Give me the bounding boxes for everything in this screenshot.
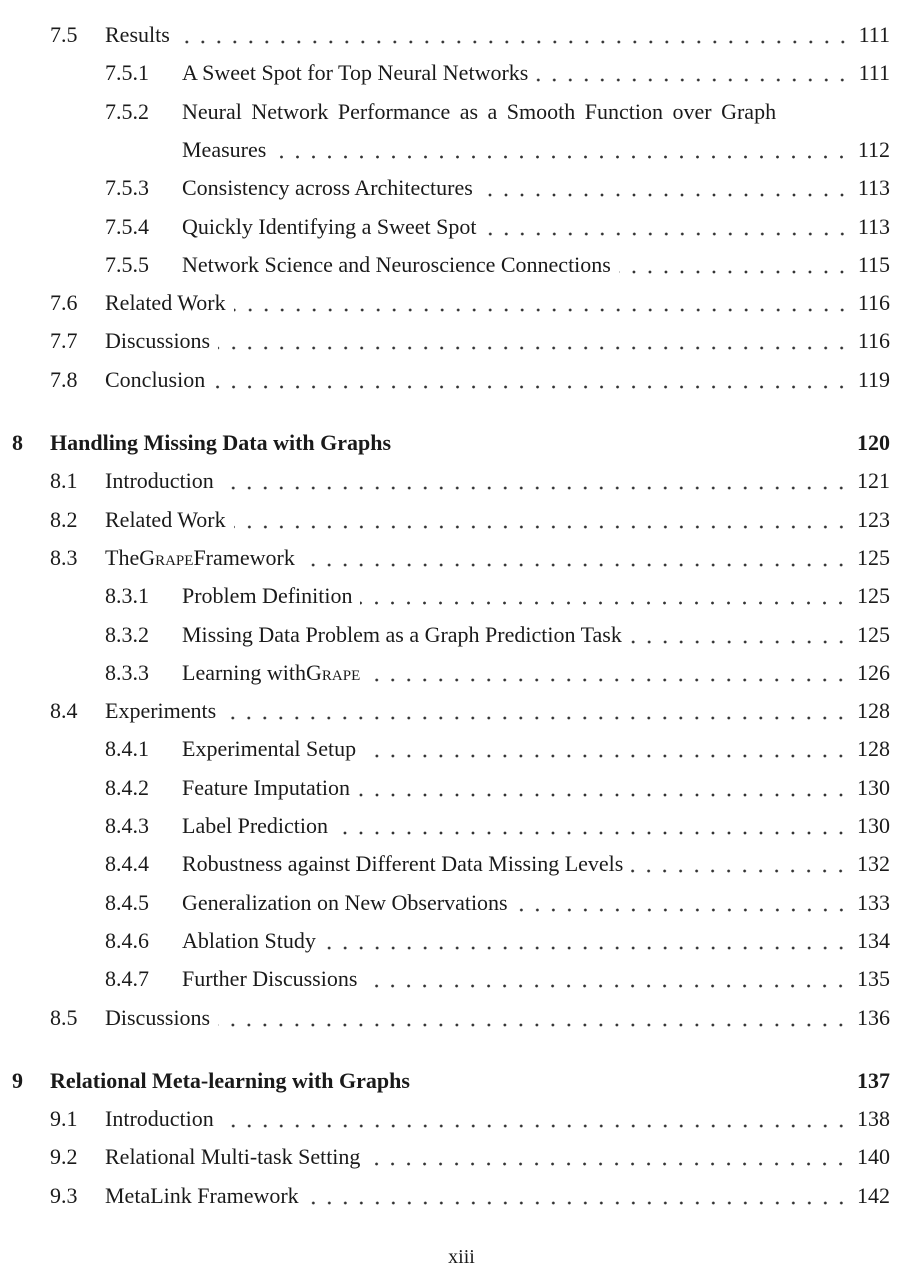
toc-entry-number: 7.5 xyxy=(50,22,78,47)
toc-entry-title-wrap xyxy=(182,660,890,686)
toc-entry-page[interactable]: 130 xyxy=(857,774,890,800)
toc-entry-page[interactable]: 142 xyxy=(857,1182,890,1208)
toc-entry-title-wrap xyxy=(182,736,890,762)
toc-entry-title[interactable]: Problem Definition xyxy=(182,583,353,609)
toc-entry-title[interactable]: Neural Network Performance as a Smooth Function over Graph xyxy=(182,98,777,124)
toc-entry-title-suffix: Framework xyxy=(193,544,295,570)
toc-entry-title-wrap xyxy=(182,622,890,648)
toc-entry-page[interactable]: 132 xyxy=(857,851,890,877)
toc-entry-title[interactable]: A Sweet Spot for Top Neural Networks xyxy=(182,60,529,86)
toc-entry-number: 7.5.4 xyxy=(105,213,149,239)
toc-entry-number: 7.8 xyxy=(50,366,78,392)
toc-entry-number: 9.3 xyxy=(50,1182,78,1208)
toc-entry-page[interactable]: 126 xyxy=(857,659,890,685)
toc-entry-number: 8.3.2 xyxy=(105,621,149,647)
toc-entry-page[interactable]: 137 xyxy=(857,1067,890,1093)
toc-entry[interactable] xyxy=(0,1144,890,1174)
toc-entry-page[interactable]: 121 xyxy=(857,468,890,494)
dot-leader xyxy=(178,26,853,48)
toc-entry-title[interactable]: Introduction xyxy=(105,1106,214,1132)
toc-entry-title[interactable]: The xyxy=(105,544,140,570)
toc-entry-page[interactable]: 140 xyxy=(857,1144,890,1170)
toc-entry-page[interactable]: 138 xyxy=(857,1106,890,1132)
toc-entry-title-wrap xyxy=(105,468,890,494)
dot-leader xyxy=(324,932,851,954)
dot-leader xyxy=(222,1110,851,1132)
toc-entry[interactable] xyxy=(0,22,890,52)
toc-chapter[interactable] xyxy=(0,1068,890,1098)
toc-entry[interactable] xyxy=(0,60,890,90)
toc-entry-title[interactable]: Robustness against Different Data Missing Levels xyxy=(182,851,624,877)
toc-entry-title[interactable]: Label Prediction xyxy=(182,813,329,838)
toc-entry-number: 9.1 xyxy=(50,1106,78,1132)
toc-entry-title-wrap xyxy=(105,22,890,48)
dot-leader xyxy=(213,371,852,393)
toc-entry-title[interactable]: Discussions xyxy=(105,1004,211,1030)
toc-entry-title[interactable]: Results xyxy=(105,22,170,47)
dot-leader xyxy=(364,740,851,762)
toc-entry-title[interactable]: Conclusion xyxy=(105,366,206,392)
toc-entry-title[interactable]: Related Work xyxy=(105,506,226,532)
toc-entry-title-wrap xyxy=(105,1106,890,1132)
toc-entry[interactable] xyxy=(0,851,890,881)
toc-entry-title-wrap xyxy=(105,1005,890,1031)
toc-entry-page[interactable]: 125 xyxy=(857,583,890,609)
toc-entry[interactable] xyxy=(0,252,890,282)
toc-entry-number: 8.4.4 xyxy=(105,851,149,877)
toc-entry[interactable] xyxy=(0,966,890,996)
toc-entry-title-wrap xyxy=(182,252,890,278)
toc-entry-title-wrap xyxy=(182,583,890,609)
toc-entry[interactable] xyxy=(0,1106,890,1136)
toc-entry-title[interactable]: Generalization on New Observations xyxy=(182,889,508,915)
toc-entry-page[interactable]: 116 xyxy=(857,290,890,316)
toc-entry[interactable] xyxy=(0,1183,890,1213)
toc-entry-number: 9.2 xyxy=(50,1144,78,1170)
toc-entry-number: 8.3.3 xyxy=(105,659,149,685)
toc-entry-number: 8.3 xyxy=(50,544,78,570)
toc-entry-title[interactable]: Handling Missing Data with Graphs xyxy=(50,430,392,455)
toc-entry-title-smallcaps: Grape xyxy=(139,544,194,570)
toc-entry-title-wrap xyxy=(105,507,890,533)
toc-entry-title[interactable]: Quickly Identifying a Sweet Spot xyxy=(182,213,477,239)
dot-leader xyxy=(368,1148,851,1170)
toc-entry-title-wrap xyxy=(182,928,890,954)
dot-leader xyxy=(365,970,851,992)
toc-entry-title-wrap xyxy=(105,698,890,724)
toc-entry[interactable] xyxy=(0,622,890,652)
toc-entry-number: 7.5.2 xyxy=(105,98,149,124)
toc-entry-title[interactable]: Consistency across Architectures xyxy=(182,175,473,201)
toc-entry-title-wrap xyxy=(105,328,890,354)
dot-leader xyxy=(399,434,851,456)
toc-entry[interactable] xyxy=(0,736,890,766)
toc-entry[interactable] xyxy=(0,813,890,843)
toc-entry-number: 8.1 xyxy=(50,468,78,494)
dot-leader xyxy=(336,817,851,839)
toc-entry-number: 8.3.1 xyxy=(105,583,149,609)
toc-entry-number: 7.5.1 xyxy=(105,60,149,86)
toc-entry-page[interactable]: 111 xyxy=(858,22,890,47)
toc-entry-page[interactable]: 128 xyxy=(857,698,890,724)
toc-entry-page[interactable]: 133 xyxy=(857,889,890,915)
dot-leader xyxy=(234,294,852,316)
toc-entry-title[interactable]: MetaLink Framework xyxy=(105,1182,299,1208)
toc-entry-number: 8.4.1 xyxy=(105,736,149,762)
toc-entry-page[interactable]: 116 xyxy=(857,328,890,354)
toc-entry-title-wrap xyxy=(50,430,890,456)
toc-entry[interactable] xyxy=(0,137,890,167)
toc-entry-number: 8.4.3 xyxy=(105,813,149,838)
toc-entry[interactable] xyxy=(0,1005,890,1035)
toc-entry-page[interactable]: 115 xyxy=(857,251,890,277)
toc-entry-number: 7.5.3 xyxy=(105,175,149,201)
toc-entry-title-wrap xyxy=(182,966,890,992)
dot-leader xyxy=(516,894,851,916)
toc-entry-page[interactable]: 120 xyxy=(857,430,890,455)
dot-leader xyxy=(234,511,851,533)
dot-leader xyxy=(418,1072,851,1094)
toc-entry-number: 8 xyxy=(12,430,23,455)
toc-entry[interactable] xyxy=(0,660,890,690)
dot-leader xyxy=(619,256,852,278)
toc-entry-title-smallcaps: Grape xyxy=(306,659,361,685)
toc-entry-title-wrap xyxy=(182,775,890,801)
toc-entry[interactable] xyxy=(0,290,890,320)
toc-entry-line xyxy=(0,99,890,129)
page-number: xiii xyxy=(448,1246,475,1268)
toc-entry-title-wrap xyxy=(182,851,890,877)
dot-leader xyxy=(303,549,851,571)
toc-entry-title-wrap xyxy=(182,60,890,86)
toc-entry-page[interactable]: 113 xyxy=(857,175,890,201)
toc-entry-title-wrap xyxy=(105,1144,890,1170)
toc-entry-title-wrap xyxy=(105,1183,890,1209)
toc-entry-number: 8.4 xyxy=(50,698,78,724)
toc-entry[interactable] xyxy=(0,928,890,958)
toc-entry-page[interactable]: 128 xyxy=(857,736,890,762)
toc-entry-number: 8.4.7 xyxy=(105,966,149,992)
toc-entry[interactable] xyxy=(0,698,890,728)
toc-entry-number: 8.4.5 xyxy=(105,889,149,915)
toc-entry-number: 8.4.2 xyxy=(105,774,149,800)
toc-entry-number: 7.7 xyxy=(50,328,78,354)
toc-entry-page[interactable]: 130 xyxy=(857,813,890,838)
toc-entry-title[interactable]: Experimental Setup xyxy=(182,736,357,762)
dot-leader xyxy=(368,664,851,686)
toc-entry[interactable] xyxy=(0,890,890,920)
dot-leader xyxy=(218,1009,851,1031)
toc-entry-title[interactable]: Ablation Study xyxy=(182,927,316,953)
toc-entry-page[interactable]: 119 xyxy=(857,366,890,392)
toc-entry-title[interactable]: Related Work xyxy=(105,290,226,316)
toc-entry-title[interactable]: Network Science and Neuroscience Connections xyxy=(182,251,611,277)
toc-entry-title-wrap xyxy=(105,290,890,316)
toc-entry-page[interactable]: 125 xyxy=(857,544,890,570)
toc-entry-title[interactable]: Introduction xyxy=(105,468,214,494)
dot-leader xyxy=(358,779,851,801)
toc-entry[interactable] xyxy=(0,367,890,397)
toc-entry-title-wrap xyxy=(182,813,890,839)
dot-leader xyxy=(360,587,851,609)
dot-leader xyxy=(630,626,851,648)
toc-entry-title[interactable]: Relational Multi-task Setting xyxy=(105,1144,361,1170)
toc-entry-page[interactable]: 136 xyxy=(857,1004,890,1030)
toc-entry-title[interactable]: Feature Imputation xyxy=(182,774,351,800)
dot-leader xyxy=(536,64,852,86)
toc-entry-title-wrap xyxy=(182,214,890,240)
dot-leader xyxy=(631,855,851,877)
dot-leader xyxy=(485,218,852,240)
toc-entry[interactable] xyxy=(0,507,890,537)
toc-entry-page[interactable]: 125 xyxy=(857,621,890,647)
toc-entry-title[interactable]: Further Discussions xyxy=(182,966,358,992)
toc-entry-title-wrap xyxy=(182,890,890,916)
toc-entry[interactable] xyxy=(0,214,890,244)
toc-entry-page[interactable]: 123 xyxy=(857,506,890,532)
dot-leader xyxy=(218,332,852,354)
toc-entry-number: 8.5 xyxy=(50,1004,78,1030)
toc-entry-title-wrap xyxy=(50,1068,890,1094)
toc-entry[interactable] xyxy=(0,328,890,358)
toc-entry-title-wrap xyxy=(105,545,890,571)
toc-entry-title-wrap xyxy=(182,175,890,201)
dot-leader xyxy=(481,179,852,201)
toc-chapter[interactable] xyxy=(0,430,890,460)
toc-entry[interactable] xyxy=(0,468,890,498)
toc-entry-page[interactable]: 113 xyxy=(857,213,890,239)
dot-leader xyxy=(307,1187,851,1209)
toc-entry-page[interactable]: 134 xyxy=(857,927,890,953)
toc-entry-number: 9 xyxy=(12,1067,23,1093)
toc-entry-page[interactable]: 135 xyxy=(857,966,890,992)
dot-leader xyxy=(222,472,851,494)
dot-leader xyxy=(224,702,851,724)
toc-entry-page[interactable]: 112 xyxy=(857,136,890,162)
toc-entry-number: 8.2 xyxy=(50,506,78,532)
toc-entry-page[interactable]: 111 xyxy=(858,60,890,86)
toc-entry[interactable] xyxy=(0,775,890,805)
toc-entry-title[interactable]: Missing Data Problem as a Graph Prediction Task xyxy=(182,621,622,647)
toc-entry[interactable] xyxy=(0,175,890,205)
toc-entry-number: 7.6 xyxy=(50,290,78,316)
toc-entry-title-wrap xyxy=(182,137,890,163)
toc-entry-title[interactable]: Discussions xyxy=(105,328,211,354)
toc-entry-title[interactable]: Experiments xyxy=(105,698,217,724)
toc-entry[interactable] xyxy=(0,583,890,613)
toc-entry-title[interactable]: Relational Meta-learning with Graphs xyxy=(50,1067,410,1093)
toc-entry-title-wrap xyxy=(105,367,890,393)
toc-entry-title[interactable]: Learning with xyxy=(182,659,307,685)
toc-entry-number: 7.5.5 xyxy=(105,251,149,277)
toc-entry[interactable] xyxy=(0,545,890,575)
toc-entry-title[interactable]: Measures xyxy=(182,136,267,162)
dot-leader xyxy=(274,141,852,163)
toc-entry-number: 8.4.6 xyxy=(105,927,149,953)
